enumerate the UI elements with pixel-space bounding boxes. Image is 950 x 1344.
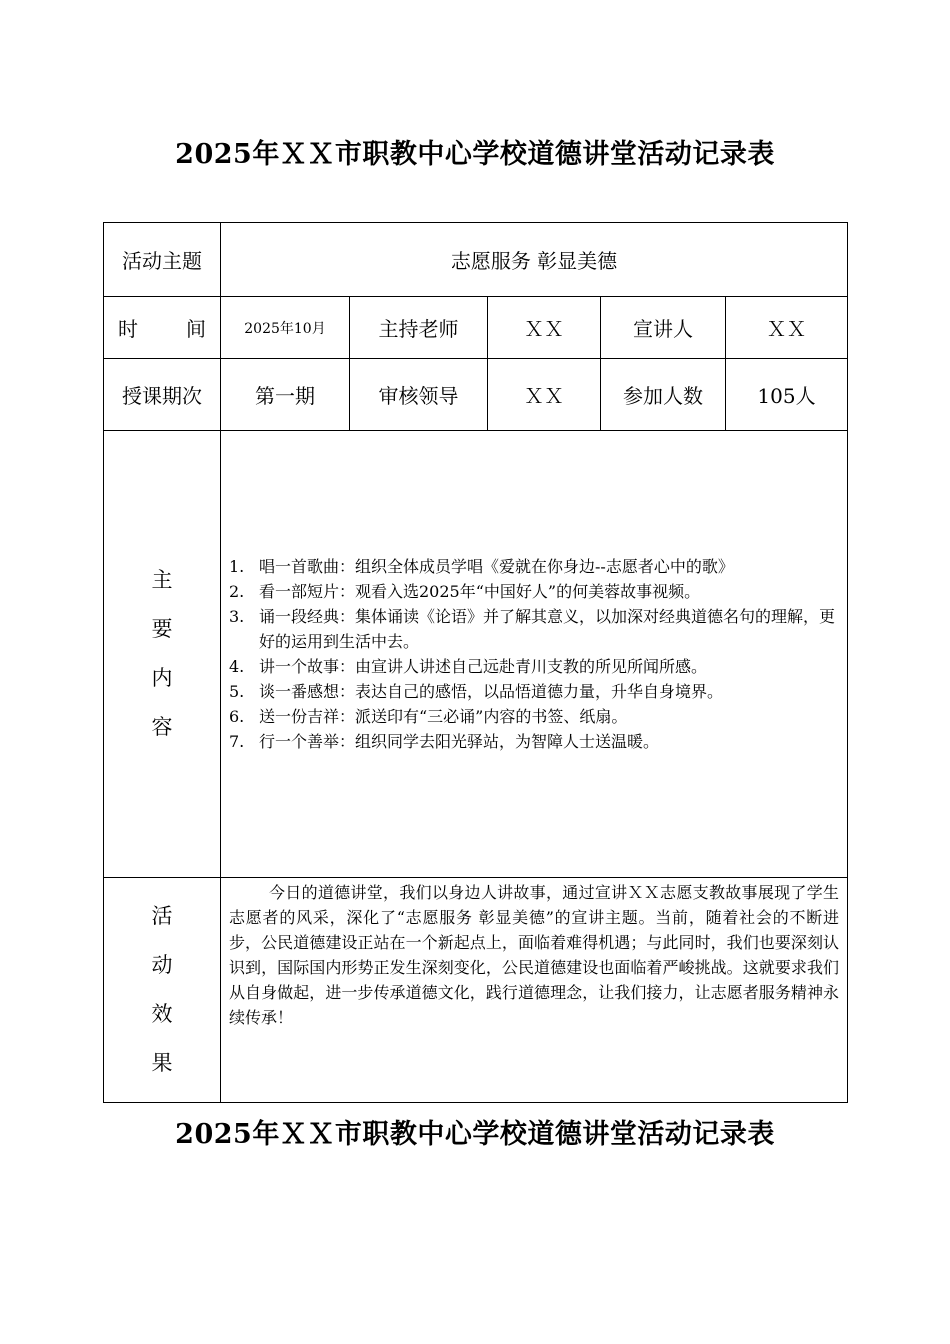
time-label-char-1: 时 xyxy=(118,317,138,341)
list-item-number: 6. xyxy=(229,707,245,726)
session-row xyxy=(104,359,848,431)
theme-label: 活动主题 xyxy=(104,223,221,297)
time-label-char-2: 间 xyxy=(186,317,206,341)
effect-row xyxy=(104,878,848,1103)
host-label: 主持老师 xyxy=(350,297,488,359)
main-content-cell xyxy=(221,431,848,878)
list-item-text: 谈一番感想：表达自己的感悟，以品悟道德力量，升华自身境界。 xyxy=(259,682,724,701)
reviewer-label: 审核领导 xyxy=(350,359,488,431)
effect-label-char: 活 xyxy=(151,904,173,928)
session-value: 第一期 xyxy=(221,359,350,431)
effect-label-char: 动 xyxy=(151,953,173,977)
list-item-text: 诵一段经典：集体诵读《论语》并了解其意义，以加深对经典道德名句的理解，更好的运用到生活中去。 xyxy=(259,607,836,651)
list-item xyxy=(229,729,837,754)
list-item-number: 4. xyxy=(229,657,245,676)
effect-label-char: 效 xyxy=(151,1002,173,1026)
attendance-value: 105人 xyxy=(726,359,848,431)
list-item xyxy=(229,704,837,729)
effect-text: 今日的道德讲堂，我们以身边人讲故事，通过宣讲ＸＸ志愿支教故事展现了学生志愿者的风采，深化了“志愿服务 彰显美德”的宣讲主题。当前，随着社会的不断进步，公民道德建设正站在一个新起点上，面临着难得机遇；与此同时，我们也要深刻认识到，国际国内形势正发生深刻变化，公民道德建设也面临着严峻挑战。这就要求我们从自身做起，进一步传承道德文化，践行道德理念，让我们接力，让志愿者服务精神永续传承！ xyxy=(229,883,840,1027)
list-item-text: 讲一个故事：由宣讲人讲述自己远赴青川支教的所见所闻所感。 xyxy=(259,657,708,676)
time-row xyxy=(104,297,848,359)
effect-label xyxy=(104,878,221,1103)
speaker-value: ＸＸ xyxy=(726,297,848,359)
main-content-label-char: 容 xyxy=(151,715,173,739)
theme-value: 志愿服务 彰显美德 xyxy=(221,223,848,297)
list-item-number: 5. xyxy=(229,682,245,701)
main-content-label-char: 内 xyxy=(151,666,173,690)
list-item xyxy=(229,554,837,579)
list-item-text: 唱一首歌曲：组织全体成员学唱《爱就在你身边--志愿者心中的歌》 xyxy=(259,557,734,576)
reviewer-value: ＸＸ xyxy=(488,359,601,431)
effect-cell xyxy=(221,878,848,1103)
list-item-text: 行一个善举：组织同学去阳光驿站，为智障人士送温暖。 xyxy=(259,732,660,751)
list-item-text: 送一份吉祥：派送印有“三必诵”内容的书签、纸扇。 xyxy=(259,707,628,726)
activity-record-table xyxy=(103,222,848,1103)
list-item-number: 2. xyxy=(229,582,245,601)
list-item-number: 1. xyxy=(229,557,245,576)
list-item-number: 3. xyxy=(229,607,245,626)
main-content-label-char: 要 xyxy=(151,617,173,641)
list-item-text: 看一部短片：观看入选2025年“中国好人”的何美蓉故事视频。 xyxy=(259,582,701,601)
effect-label-char: 果 xyxy=(151,1051,173,1075)
list-item-number: 7. xyxy=(229,732,245,751)
main-content-row xyxy=(104,431,848,878)
list-item xyxy=(229,679,837,704)
speaker-label: 宣讲人 xyxy=(601,297,726,359)
main-content-label-char: 主 xyxy=(151,568,173,592)
host-value: ＸＸ xyxy=(488,297,601,359)
time-label xyxy=(104,297,221,359)
theme-row xyxy=(104,223,848,297)
session-label: 授课期次 xyxy=(104,359,221,431)
document-title-repeat: 2025年ＸＸ市职教中心学校道德讲堂活动记录表 xyxy=(175,1119,775,1150)
list-item xyxy=(229,654,837,679)
list-item xyxy=(229,604,837,654)
document-title: 2025年ＸＸ市职教中心学校道德讲堂活动记录表 xyxy=(175,139,775,170)
attendance-label: 参加人数 xyxy=(601,359,726,431)
main-content-label xyxy=(104,431,221,878)
time-value: 2025年10月 xyxy=(221,297,350,359)
list-item xyxy=(229,579,837,604)
main-content-list xyxy=(221,554,847,754)
